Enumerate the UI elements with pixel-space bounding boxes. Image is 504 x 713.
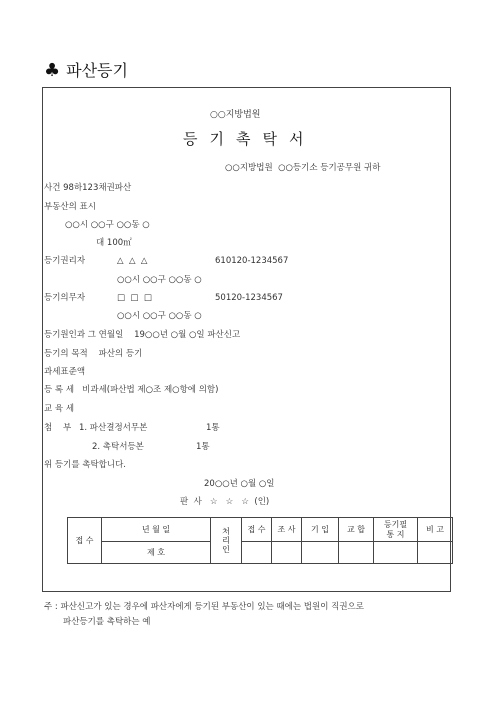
- heading-title: 파산등기: [66, 61, 128, 80]
- judge-signature: 판 사 ☆ ☆ ☆ (인): [180, 497, 270, 507]
- registry-processing-table: [67, 517, 453, 564]
- case-number: 사건 98하123채권파산: [44, 183, 132, 193]
- entry-cell: [302, 542, 339, 564]
- investigate-header: 조 사: [272, 518, 302, 542]
- receive-header: 접 수: [242, 518, 272, 542]
- attachments-label: 첨 부: [44, 423, 72, 433]
- court-name: ○○지방법원: [210, 110, 261, 120]
- attachment-1-count: 1통: [206, 423, 220, 433]
- attachment-1: 1. 파산결정서무본: [79, 423, 148, 433]
- receive-cell: [242, 542, 272, 564]
- registration-cause: 등기원인과 그 연월일 19○○년 ○월 ○일 파산신고: [44, 330, 241, 340]
- collate-header: 교 합: [339, 518, 374, 542]
- education-tax: 교 육 세: [44, 404, 75, 414]
- page-heading: [44, 58, 128, 81]
- notice-header: 등기필 통 지: [374, 518, 418, 542]
- processor-header: 처 리 인: [211, 518, 242, 564]
- investigate-cell: [272, 542, 302, 564]
- document-title: 등기촉탁서: [183, 130, 316, 148]
- obligor-label: 등기의무자: [44, 293, 86, 303]
- property-size: 대 100㎡: [96, 238, 132, 248]
- tax-base: 과세표준액: [44, 367, 86, 377]
- property-address: ○○시 ○○구 ○○동 ○: [65, 220, 150, 230]
- footnote: [44, 600, 364, 630]
- year-month-day-header: 년 월 일: [102, 518, 211, 542]
- footnote-line-1: 주 : 파산신고가 있는 경우에 파산자에게 등기된 부동산이 있는 때에는 법원이 직권으로: [44, 602, 364, 612]
- entry-header: 기 입: [302, 518, 339, 542]
- notice-cell: [374, 542, 418, 564]
- footnote-line-2: 파산등기를 촉탁하는 예: [63, 617, 151, 627]
- registration-purpose: 등기의 목적 파산의 등기: [44, 349, 143, 359]
- number-header: 제 호: [102, 542, 211, 564]
- right-holder-id: 610120-1234567: [215, 256, 289, 266]
- registration-tax: 등 록 세 비과세(파산법 제○조 제○항에 의함): [44, 385, 219, 395]
- receipt-header: 접 수: [68, 518, 102, 564]
- right-holder-name: △ △ △: [117, 256, 148, 266]
- right-holder-label: 등기권리자: [44, 256, 86, 266]
- collate-cell: [339, 542, 374, 564]
- obligor-name: □ □ □: [117, 293, 152, 303]
- remarks-cell: [418, 542, 453, 564]
- request-text: 위 등기를 촉탁합니다.: [44, 460, 127, 470]
- addressee: ○○지방법원 ○○등기소 등기공무원 귀하: [225, 163, 381, 173]
- remarks-header: 비 고: [418, 518, 453, 542]
- right-holder-address: ○○시 ○○구 ○○동 ○: [117, 275, 202, 285]
- attachment-2: 2. 촉탁서등본: [92, 442, 144, 452]
- obligor-id: 50120-1234567: [215, 293, 283, 303]
- property-label: 부동산의 표시: [44, 202, 96, 212]
- attachment-2-count: 1통: [196, 442, 210, 452]
- club-suit-icon: ♣: [44, 60, 61, 81]
- obligor-address: ○○시 ○○구 ○○동 ○: [117, 311, 202, 321]
- document-date: 20○○년 ○월 ○일: [204, 479, 275, 489]
